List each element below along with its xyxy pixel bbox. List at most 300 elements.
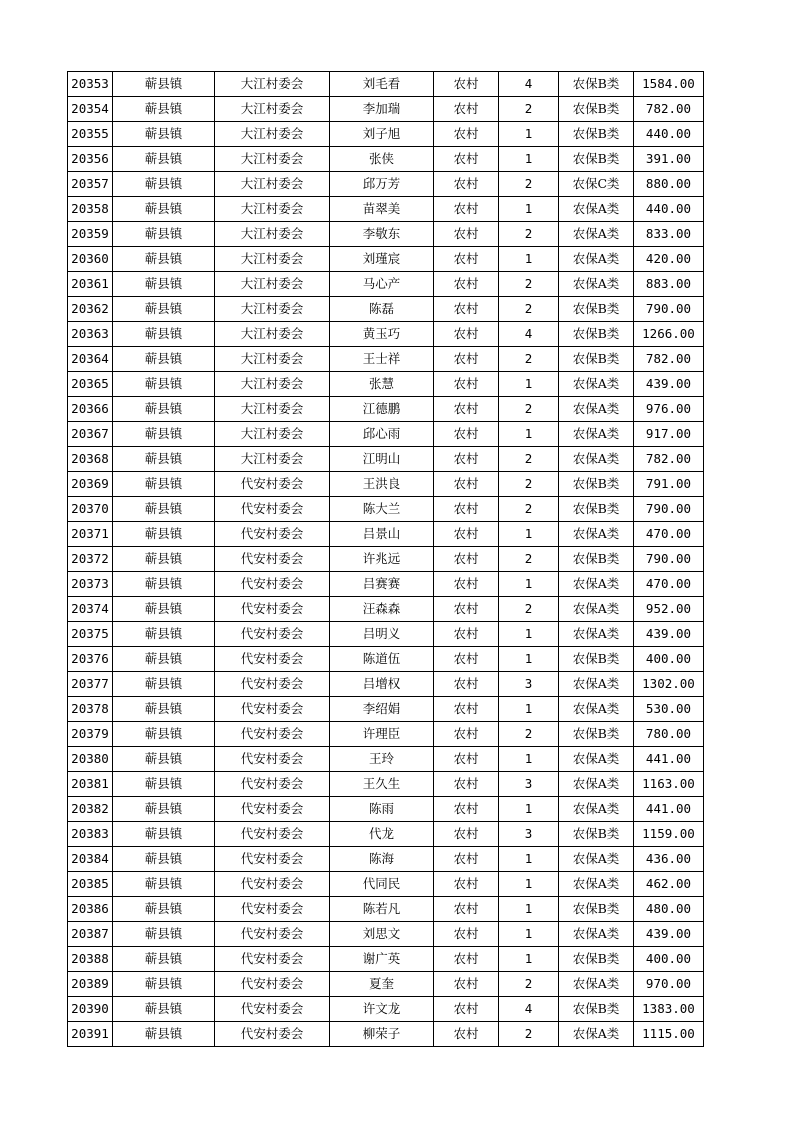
family-size-cell: 1 [499,647,559,672]
amount-cell: 952.00 [634,597,704,622]
person-name-cell: 陈雨 [330,797,434,822]
amount-cell: 400.00 [634,947,704,972]
table-row [68,172,704,197]
household-type-cell: 农村 [434,122,499,147]
village-committee-cell: 代安村委会 [215,572,330,597]
table-row [68,797,704,822]
family-size-cell: 1 [499,872,559,897]
household-type-cell: 农村 [434,922,499,947]
insurance-category-cell: 农保A类 [559,922,634,947]
amount-cell: 439.00 [634,922,704,947]
person-name-cell: 陈若凡 [330,897,434,922]
family-size-cell: 2 [499,497,559,522]
family-size-cell: 2 [499,472,559,497]
village-committee-cell: 大江村委会 [215,72,330,97]
family-size-cell: 2 [499,972,559,997]
household-type-cell: 农村 [434,897,499,922]
village-committee-cell: 大江村委会 [215,122,330,147]
town-cell: 蕲县镇 [113,397,215,422]
person-name-cell: 王洪良 [330,472,434,497]
household-type-cell: 农村 [434,497,499,522]
family-size-cell: 1 [499,422,559,447]
town-cell: 蕲县镇 [113,622,215,647]
family-size-cell: 2 [499,347,559,372]
family-size-cell: 4 [499,72,559,97]
village-committee-cell: 代安村委会 [215,722,330,747]
village-committee-cell: 代安村委会 [215,947,330,972]
table-row [68,322,704,347]
amount-cell: 441.00 [634,797,704,822]
amount-cell: 436.00 [634,847,704,872]
insurance-category-cell: 农保A类 [559,697,634,722]
family-size-cell: 2 [499,272,559,297]
family-size-cell: 2 [499,397,559,422]
family-size-cell: 1 [499,197,559,222]
village-committee-cell: 代安村委会 [215,997,330,1022]
family-size-cell: 1 [499,522,559,547]
table-row [68,647,704,672]
amount-cell: 780.00 [634,722,704,747]
person-name-cell: 汪森森 [330,597,434,622]
record-id-cell: 20369 [68,472,113,497]
amount-cell: 470.00 [634,522,704,547]
amount-cell: 883.00 [634,272,704,297]
insurance-category-cell: 农保A类 [559,397,634,422]
table-row [68,1022,704,1047]
person-name-cell: 谢广英 [330,947,434,972]
household-type-cell: 农村 [434,547,499,572]
town-cell: 蕲县镇 [113,272,215,297]
village-committee-cell: 代安村委会 [215,897,330,922]
table-row [68,122,704,147]
village-committee-cell: 大江村委会 [215,147,330,172]
household-type-cell: 农村 [434,697,499,722]
family-size-cell: 1 [499,697,559,722]
family-size-cell: 4 [499,997,559,1022]
person-name-cell: 刘子旭 [330,122,434,147]
household-type-cell: 农村 [434,447,499,472]
family-size-cell: 1 [499,922,559,947]
family-size-cell: 1 [499,372,559,397]
town-cell: 蕲县镇 [113,722,215,747]
person-name-cell: 许理臣 [330,722,434,747]
amount-cell: 917.00 [634,422,704,447]
amount-cell: 833.00 [634,222,704,247]
village-committee-cell: 大江村委会 [215,197,330,222]
amount-cell: 470.00 [634,572,704,597]
family-size-cell: 4 [499,322,559,347]
household-type-cell: 农村 [434,572,499,597]
table-row [68,772,704,797]
amount-cell: 480.00 [634,897,704,922]
record-id-cell: 20379 [68,722,113,747]
village-committee-cell: 代安村委会 [215,922,330,947]
household-type-cell: 农村 [434,822,499,847]
person-name-cell: 江德鹏 [330,397,434,422]
town-cell: 蕲县镇 [113,747,215,772]
amount-cell: 440.00 [634,122,704,147]
table-row [68,747,704,772]
village-committee-cell: 代安村委会 [215,747,330,772]
family-size-cell: 1 [499,797,559,822]
amount-cell: 420.00 [634,247,704,272]
town-cell: 蕲县镇 [113,122,215,147]
amount-cell: 790.00 [634,497,704,522]
amount-cell: 976.00 [634,397,704,422]
family-size-cell: 2 [499,297,559,322]
record-id-cell: 20356 [68,147,113,172]
record-id-cell: 20373 [68,572,113,597]
town-cell: 蕲县镇 [113,197,215,222]
family-size-cell: 2 [499,597,559,622]
town-cell: 蕲县镇 [113,872,215,897]
household-type-cell: 农村 [434,172,499,197]
insurance-category-cell: 农保B类 [559,722,634,747]
household-type-cell: 农村 [434,722,499,747]
town-cell: 蕲县镇 [113,822,215,847]
amount-cell: 782.00 [634,97,704,122]
record-id-cell: 20380 [68,747,113,772]
town-cell: 蕲县镇 [113,997,215,1022]
family-size-cell: 2 [499,97,559,122]
record-id-cell: 20372 [68,547,113,572]
person-name-cell: 王士祥 [330,347,434,372]
town-cell: 蕲县镇 [113,147,215,172]
table-row [68,197,704,222]
insurance-category-cell: 农保B类 [559,97,634,122]
insurance-category-cell: 农保A类 [559,847,634,872]
town-cell: 蕲县镇 [113,97,215,122]
person-name-cell: 张侠 [330,147,434,172]
village-committee-cell: 大江村委会 [215,322,330,347]
village-committee-cell: 代安村委会 [215,522,330,547]
insurance-category-cell: 农保A类 [559,272,634,297]
town-cell: 蕲县镇 [113,672,215,697]
insurance-category-cell: 农保C类 [559,172,634,197]
insurance-category-cell: 农保A类 [559,772,634,797]
person-name-cell: 张慧 [330,372,434,397]
table-row [68,872,704,897]
town-cell: 蕲县镇 [113,972,215,997]
town-cell: 蕲县镇 [113,597,215,622]
record-id-cell: 20377 [68,672,113,697]
town-cell: 蕲县镇 [113,572,215,597]
record-id-cell: 20387 [68,922,113,947]
insurance-category-cell: 农保A类 [559,197,634,222]
village-committee-cell: 大江村委会 [215,447,330,472]
amount-cell: 782.00 [634,347,704,372]
person-name-cell: 陈海 [330,847,434,872]
person-name-cell: 李绍娟 [330,697,434,722]
table-row [68,847,704,872]
amount-cell: 1584.00 [634,72,704,97]
amount-cell: 1383.00 [634,997,704,1022]
table-row [68,722,704,747]
insurance-category-cell: 农保B类 [559,297,634,322]
town-cell: 蕲县镇 [113,547,215,572]
town-cell: 蕲县镇 [113,522,215,547]
amount-cell: 790.00 [634,297,704,322]
record-id-cell: 20384 [68,847,113,872]
household-type-cell: 农村 [434,397,499,422]
amount-cell: 439.00 [634,622,704,647]
village-committee-cell: 代安村委会 [215,847,330,872]
village-committee-cell: 代安村委会 [215,772,330,797]
person-name-cell: 李加瑞 [330,97,434,122]
record-id-cell: 20362 [68,297,113,322]
record-id-cell: 20376 [68,647,113,672]
amount-cell: 391.00 [634,147,704,172]
household-type-cell: 农村 [434,1022,499,1047]
table-row [68,822,704,847]
household-type-cell: 农村 [434,622,499,647]
table-row [68,272,704,297]
family-size-cell: 2 [499,547,559,572]
table-row [68,472,704,497]
town-cell: 蕲县镇 [113,447,215,472]
household-type-cell: 农村 [434,597,499,622]
amount-cell: 880.00 [634,172,704,197]
record-id-cell: 20366 [68,397,113,422]
family-size-cell: 2 [499,722,559,747]
insurance-category-cell: 农保A类 [559,972,634,997]
record-id-cell: 20371 [68,522,113,547]
town-cell: 蕲县镇 [113,847,215,872]
record-id-cell: 20378 [68,697,113,722]
person-name-cell: 刘思文 [330,922,434,947]
household-type-cell: 农村 [434,847,499,872]
family-size-cell: 1 [499,947,559,972]
town-cell: 蕲县镇 [113,697,215,722]
town-cell: 蕲县镇 [113,347,215,372]
town-cell: 蕲县镇 [113,297,215,322]
person-name-cell: 邱心雨 [330,422,434,447]
town-cell: 蕲县镇 [113,797,215,822]
family-size-cell: 1 [499,572,559,597]
insurance-category-cell: 农保B类 [559,472,634,497]
household-type-cell: 农村 [434,872,499,897]
insurance-category-cell: 农保B类 [559,322,634,347]
person-name-cell: 吕景山 [330,522,434,547]
person-name-cell: 王久生 [330,772,434,797]
amount-cell: 400.00 [634,647,704,672]
village-committee-cell: 代安村委会 [215,1022,330,1047]
village-committee-cell: 代安村委会 [215,597,330,622]
table-row [68,247,704,272]
insurance-category-cell: 农保B类 [559,547,634,572]
amount-cell: 791.00 [634,472,704,497]
table-row [68,897,704,922]
table-row [68,947,704,972]
household-type-cell: 农村 [434,422,499,447]
insurance-category-cell: 农保B类 [559,822,634,847]
insurance-category-cell: 农保A类 [559,447,634,472]
family-size-cell: 1 [499,897,559,922]
family-size-cell: 3 [499,672,559,697]
village-committee-cell: 代安村委会 [215,472,330,497]
record-id-cell: 20390 [68,997,113,1022]
village-committee-cell: 代安村委会 [215,822,330,847]
village-committee-cell: 大江村委会 [215,397,330,422]
person-name-cell: 吕增权 [330,672,434,697]
insurance-category-cell: 农保B类 [559,947,634,972]
family-size-cell: 1 [499,147,559,172]
amount-cell: 970.00 [634,972,704,997]
household-type-cell: 农村 [434,322,499,347]
household-type-cell: 农村 [434,222,499,247]
person-name-cell: 陈磊 [330,297,434,322]
town-cell: 蕲县镇 [113,897,215,922]
household-type-cell: 农村 [434,797,499,822]
insurance-category-cell: 农保B类 [559,997,634,1022]
town-cell: 蕲县镇 [113,772,215,797]
record-id-cell: 20382 [68,797,113,822]
household-type-cell: 农村 [434,347,499,372]
person-name-cell: 李敬东 [330,222,434,247]
insurance-category-cell: 农保A类 [559,797,634,822]
person-name-cell: 代龙 [330,822,434,847]
family-size-cell: 2 [499,447,559,472]
record-id-cell: 20364 [68,347,113,372]
table-row [68,672,704,697]
record-id-cell: 20374 [68,597,113,622]
table-row [68,447,704,472]
amount-cell: 530.00 [634,697,704,722]
person-name-cell: 许文龙 [330,997,434,1022]
household-type-cell: 农村 [434,522,499,547]
record-id-cell: 20383 [68,822,113,847]
insurance-category-cell: 农保B类 [559,147,634,172]
village-committee-cell: 代安村委会 [215,872,330,897]
table-row [68,597,704,622]
village-committee-cell: 代安村委会 [215,547,330,572]
town-cell: 蕲县镇 [113,372,215,397]
person-name-cell: 刘毛看 [330,72,434,97]
town-cell: 蕲县镇 [113,422,215,447]
insurance-category-cell: 农保A类 [559,247,634,272]
town-cell: 蕲县镇 [113,1022,215,1047]
person-name-cell: 苗翠美 [330,197,434,222]
record-id-cell: 20361 [68,272,113,297]
amount-cell: 441.00 [634,747,704,772]
family-size-cell: 2 [499,172,559,197]
town-cell: 蕲县镇 [113,72,215,97]
insurance-category-cell: 农保A类 [559,422,634,447]
amount-cell: 1115.00 [634,1022,704,1047]
household-type-cell: 农村 [434,197,499,222]
insurance-category-cell: 农保B类 [559,347,634,372]
record-id-cell: 20370 [68,497,113,522]
record-id-cell: 20388 [68,947,113,972]
person-name-cell: 陈大兰 [330,497,434,522]
amount-cell: 462.00 [634,872,704,897]
table-row [68,97,704,122]
person-name-cell: 陈道伍 [330,647,434,672]
village-committee-cell: 大江村委会 [215,97,330,122]
family-size-cell: 1 [499,122,559,147]
table-row [68,997,704,1022]
village-committee-cell: 代安村委会 [215,647,330,672]
town-cell: 蕲县镇 [113,172,215,197]
table-row [68,347,704,372]
table-row [68,522,704,547]
insurance-category-cell: 农保A类 [559,747,634,772]
village-committee-cell: 代安村委会 [215,622,330,647]
village-committee-cell: 大江村委会 [215,172,330,197]
household-type-cell: 农村 [434,672,499,697]
town-cell: 蕲县镇 [113,222,215,247]
person-name-cell: 马心产 [330,272,434,297]
village-committee-cell: 大江村委会 [215,247,330,272]
insurance-category-cell: 农保A类 [559,522,634,547]
town-cell: 蕲县镇 [113,472,215,497]
record-id-cell: 20353 [68,72,113,97]
table-row [68,222,704,247]
insurance-category-cell: 农保A类 [559,597,634,622]
insurance-category-cell: 农保A类 [559,622,634,647]
household-type-cell: 农村 [434,472,499,497]
person-name-cell: 吕赛赛 [330,572,434,597]
family-size-cell: 3 [499,772,559,797]
village-committee-cell: 大江村委会 [215,222,330,247]
insurance-category-cell: 农保A类 [559,372,634,397]
table-row [68,397,704,422]
insurance-category-cell: 农保B类 [559,122,634,147]
household-type-cell: 农村 [434,647,499,672]
family-size-cell: 3 [499,822,559,847]
family-size-cell: 1 [499,622,559,647]
amount-cell: 1163.00 [634,772,704,797]
town-cell: 蕲县镇 [113,947,215,972]
beneficiary-table [67,71,704,1047]
family-size-cell: 1 [499,847,559,872]
record-id-cell: 20358 [68,197,113,222]
village-committee-cell: 代安村委会 [215,797,330,822]
household-type-cell: 农村 [434,297,499,322]
village-committee-cell: 大江村委会 [215,422,330,447]
table-row [68,72,704,97]
table-row [68,497,704,522]
amount-cell: 1302.00 [634,672,704,697]
insurance-category-cell: 农保A类 [559,672,634,697]
village-committee-cell: 代安村委会 [215,672,330,697]
table-body [68,72,704,1047]
record-id-cell: 20375 [68,622,113,647]
insurance-category-cell: 农保B类 [559,897,634,922]
household-type-cell: 农村 [434,947,499,972]
person-name-cell: 夏奎 [330,972,434,997]
record-id-cell: 20386 [68,897,113,922]
town-cell: 蕲县镇 [113,322,215,347]
record-id-cell: 20389 [68,972,113,997]
record-id-cell: 20368 [68,447,113,472]
table-row [68,622,704,647]
town-cell: 蕲县镇 [113,647,215,672]
amount-cell: 790.00 [634,547,704,572]
table-row [68,147,704,172]
village-committee-cell: 大江村委会 [215,372,330,397]
record-id-cell: 20355 [68,122,113,147]
table-row [68,422,704,447]
record-id-cell: 20365 [68,372,113,397]
town-cell: 蕲县镇 [113,247,215,272]
person-name-cell: 吕明义 [330,622,434,647]
amount-cell: 439.00 [634,372,704,397]
village-committee-cell: 代安村委会 [215,972,330,997]
family-size-cell: 1 [499,747,559,772]
table-row [68,972,704,997]
household-type-cell: 农村 [434,372,499,397]
